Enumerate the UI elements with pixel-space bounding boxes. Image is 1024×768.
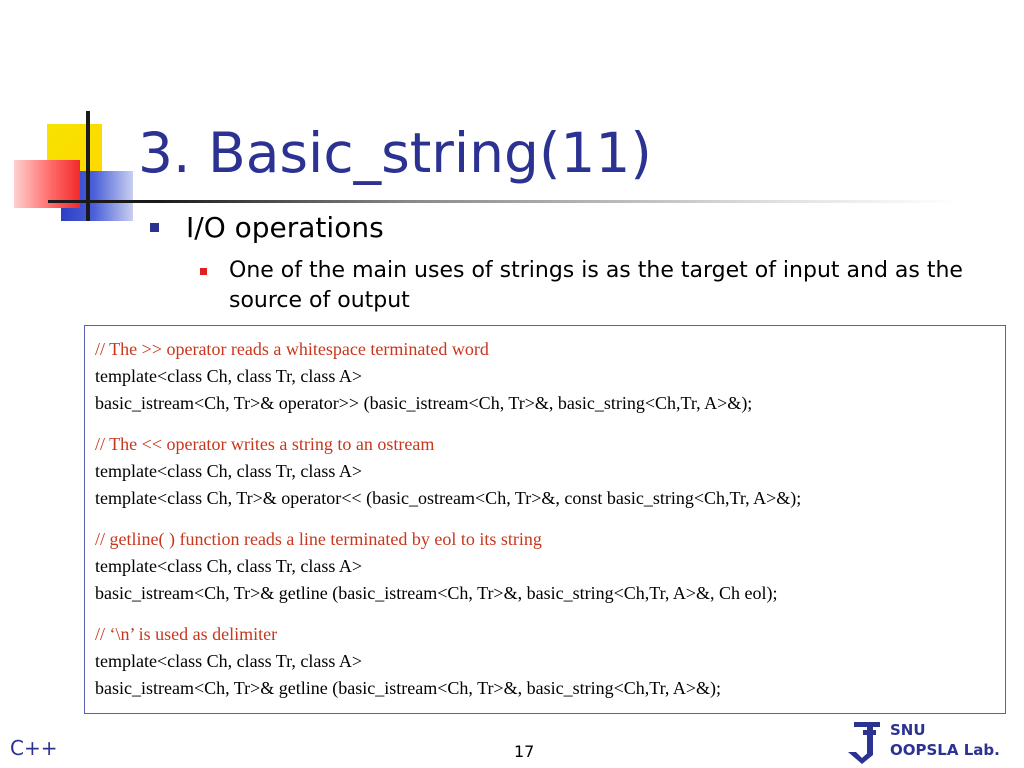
- code-block-getline-eol: [95, 526, 1005, 607]
- decorative-vertical-line: [86, 111, 90, 221]
- bullet-level1-text: I/O operations: [186, 211, 384, 244]
- code-comment: // getline( ) function reads a line terminated by eol to its string: [95, 529, 542, 549]
- code-line: template<class Ch, class Tr, class A>: [95, 366, 363, 386]
- code-block-insert-operator: [95, 431, 1005, 512]
- code-comment: // The << operator writes a string to an ostream: [95, 434, 435, 454]
- code-block-extract-operator: [95, 336, 1005, 417]
- title-underline: [48, 200, 960, 203]
- page-number: 17: [514, 742, 535, 761]
- code-line: template<class Ch, Tr>& operator<< (basic_ostream<Ch, Tr>&, const basic_string<Ch,Tr, A>&);: [95, 488, 802, 508]
- code-line: template<class Ch, class Tr, class A>: [95, 556, 363, 576]
- code-box: [84, 325, 1006, 714]
- logo-line1: SNU: [890, 721, 926, 739]
- code-comment: // The >> operator reads a whitespace terminated word: [95, 339, 489, 359]
- blue-square-bullet-icon: [150, 223, 159, 232]
- code-comment: // ‘\n’ is used as delimiter: [95, 624, 278, 644]
- slide-title: 3. Basic_string(11): [138, 121, 652, 185]
- code-line: basic_istream<Ch, Tr>& getline (basic_istream<Ch, Tr>&, basic_string<Ch,Tr, A>&, Ch eol);: [95, 583, 778, 603]
- oopsla-logo-icon: [848, 722, 882, 764]
- logo-text: [890, 720, 1000, 760]
- bullet-level1: [150, 211, 384, 244]
- code-line: template<class Ch, class Tr, class A>: [95, 461, 363, 481]
- code-line: template<class Ch, class Tr, class A>: [95, 651, 363, 671]
- code-line: basic_istream<Ch, Tr>& operator>> (basic_istream<Ch, Tr>&, basic_string<Ch,Tr, A>&);: [95, 393, 753, 413]
- logo-line2: OOPSLA Lab.: [890, 741, 1000, 759]
- footer-course-label: C++: [10, 736, 58, 760]
- bullet-level2-text: One of the main uses of strings is as the target of input and as the source of output: [229, 258, 963, 313]
- snu-oopsla-logo: [848, 718, 1020, 766]
- bullet-level2: [200, 256, 999, 316]
- code-line: basic_istream<Ch, Tr>& getline (basic_istream<Ch, Tr>&, basic_string<Ch,Tr, A>&);: [95, 678, 722, 698]
- red-square-bullet-icon: [200, 268, 207, 275]
- code-block-getline-newline: [95, 621, 1005, 702]
